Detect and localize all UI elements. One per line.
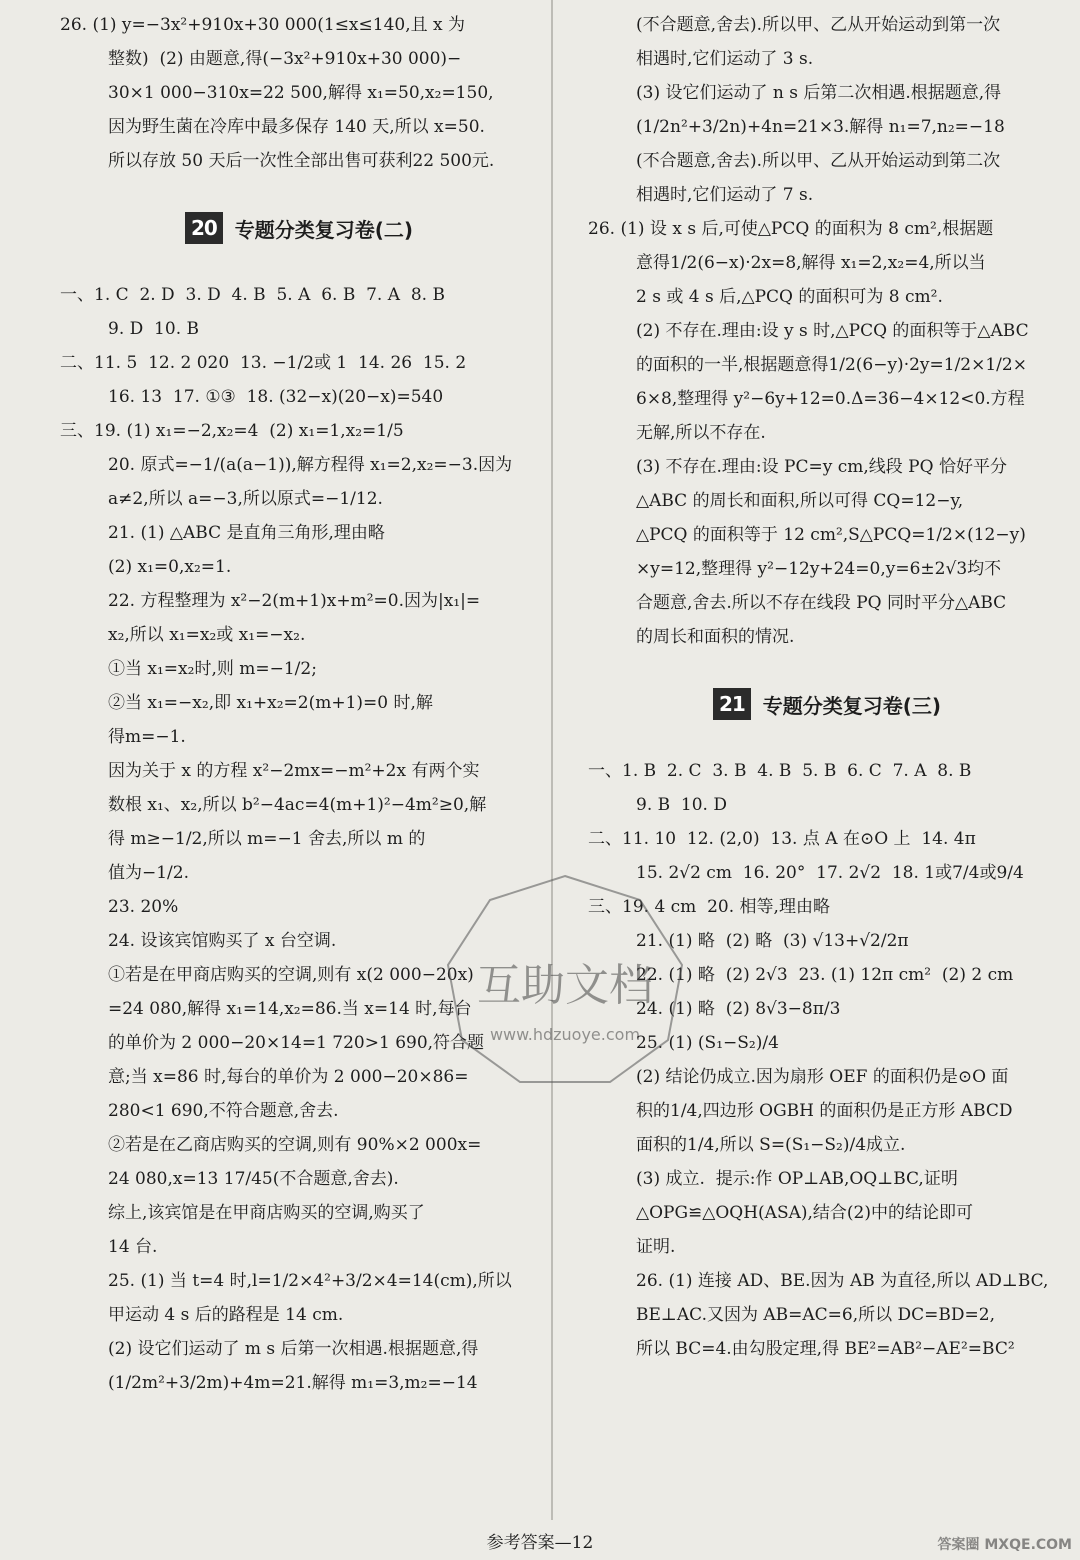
answer-line: 16. 13 17. ①③ 18. (32−x)(20−x)=540 <box>108 387 444 407</box>
answer-line: 26. (1) 连接 AD、BE.因为 AB 为直径,所以 AD⊥BC, <box>636 1271 1049 1291</box>
answer-line: 面积的1/4,所以 S=(S₁−S₂)/4成立. <box>636 1135 906 1155</box>
answer-line: (2) x₁=0,x₂=1. <box>108 557 232 577</box>
answer-line: 25. (1) (S₁−S₂)/4 <box>636 1033 779 1053</box>
section-title <box>588 684 1066 724</box>
answer-line: 26. (1) y=−3x²+910x+30 000(1≤x≤140,且 x 为 <box>60 15 466 35</box>
answer-line: 9. B 10. D <box>636 795 727 815</box>
answer-line: 相遇时,它们运动了 3 s. <box>636 49 814 69</box>
answer-line: (不合题意,舍去).所以甲、乙从开始运动到第二次 <box>636 151 1001 171</box>
column-divider <box>551 0 553 1520</box>
answer-line: 一、1. C 2. D 3. D 4. B 5. A 6. B 7. A 8. B <box>60 285 445 305</box>
answer-line: 数根 x₁、x₂,所以 b²−4ac=4(m+1)²−4m²≥0,解 <box>108 795 487 815</box>
answer-line: 无解,所以不存在. <box>636 423 766 443</box>
answer-line: ①当 x₁=x₂时,则 m=−1/2; <box>108 659 317 679</box>
answer-line: 积的1/4,四边形 OGBH 的面积仍是正方形 ABCD <box>636 1101 1013 1121</box>
answer-line: 证明. <box>636 1237 676 1257</box>
watermark-url: www.hdzuoye.com <box>489 1025 641 1044</box>
left-column <box>60 8 538 1400</box>
answer-line: 21. (1) 略 (2) 略 (3) √13+√2/2π <box>636 931 909 951</box>
answer-line: 280<1 690,不符合题意,舍去. <box>108 1101 339 1121</box>
answer-line: 所以存放 50 天后一次性全部出售可获利22 500元. <box>108 151 495 171</box>
answer-line: 三、19. 4 cm 20. 相等,理由略 <box>588 897 830 917</box>
watermark-text: 互助文档 <box>477 960 653 1011</box>
answer-line: (3) 成立. 提示:作 OP⊥AB,OQ⊥BC,证明 <box>636 1169 958 1189</box>
answer-line: 意;当 x=86 时,每台的单价为 2 000−20×86= <box>108 1067 469 1087</box>
answer-line: =24 080,解得 x₁=14,x₂=86.当 x=14 时,每台 <box>108 999 472 1019</box>
right-column <box>588 8 1066 1366</box>
answer-line: 得 m≥−1/2,所以 m=−1 舍去,所以 m 的 <box>108 829 426 849</box>
section-number-badge: 21 <box>713 688 751 720</box>
answer-line: 20. 原式=−1/(a(a−1)),解方程得 x₁=2,x₂=−3.因为 <box>108 455 513 475</box>
answer-line: 综上,该宾馆是在甲商店购买的空调,购买了 <box>108 1203 425 1223</box>
answer-line: 15. 2√2 cm 16. 20° 17. 2√2 18. 1或7/4或9/4 <box>636 863 1024 883</box>
corner-logo-text: 答案圈 MXQE.COM <box>937 1537 1072 1553</box>
answer-line: 25. (1) 当 t=4 时,l=1/2×4²+3/2×4=14(cm),所以 <box>108 1271 512 1291</box>
answer-line: 一、1. B 2. C 3. B 4. B 5. B 6. C 7. A 8. B <box>588 761 972 781</box>
answer-line: △PCQ 的面积等于 12 cm²,S△PCQ=1/2×(12−y) <box>636 525 1026 545</box>
answer-line: (2) 设它们运动了 m s 后第一次相遇.根据题意,得 <box>108 1339 479 1359</box>
answer-line: 6×8,整理得 y²−6y+12=0.Δ=36−4×12<0.方程 <box>636 389 1025 409</box>
answer-line: (3) 不存在.理由:设 PC=y cm,线段 PQ 恰好平分 <box>636 457 1007 477</box>
answer-line: a≠2,所以 a=−3,所以原式=−1/12. <box>108 489 383 509</box>
answer-line: 所以 BC=4.由勾股定理,得 BE²=AB²−AE²=BC² <box>636 1339 1015 1359</box>
answer-line: 24. (1) 略 (2) 8√3−8π/3 <box>636 999 841 1019</box>
answer-line: △OPG≌△OQH(ASA),结合(2)中的结论即可 <box>636 1203 973 1223</box>
answer-line: 14 台. <box>108 1237 158 1257</box>
answer-line: x₂,所以 x₁=x₂或 x₁=−x₂. <box>108 625 306 645</box>
answer-line: 二、11. 5 12. 2 020 13. −1/2或 1 14. 26 15. 2 <box>60 353 467 373</box>
answer-line: 甲运动 4 s 后的路程是 14 cm. <box>108 1305 344 1325</box>
answer-line: (1/2n²+3/2n)+4n=21×3.解得 n₁=7,n₂=−18 <box>636 117 1005 137</box>
section-title <box>60 208 538 248</box>
answer-line: 21. (1) △ABC 是直角三角形,理由略 <box>108 523 385 543</box>
answer-line: 24 080,x=13 17/45(不合题意,舍去). <box>108 1169 399 1189</box>
answer-line: 的单价为 2 000−20×14=1 720>1 690,符合题 <box>108 1033 485 1053</box>
answer-line: ②当 x₁=−x₂,即 x₁+x₂=2(m+1)=0 时,解 <box>108 693 433 713</box>
answer-line: 30×1 000−310x=22 500,解得 x₁=50,x₂=150, <box>108 83 494 103</box>
answer-line: ②若是在乙商店购买的空调,则有 90%×2 000x= <box>108 1135 482 1155</box>
section-title-text: 专题分类复习卷(三) <box>762 693 942 718</box>
answer-line: ①若是在甲商店购买的空调,则有 x(2 000−20x) <box>108 965 474 985</box>
answer-line: 得m=−1. <box>108 727 186 747</box>
answer-line: 三、19. (1) x₁=−2,x₂=4 (2) x₁=1,x₂=1/5 <box>60 421 404 441</box>
answer-line: ×y=12,整理得 y²−12y+24=0,y=6±2√3均不 <box>636 559 1002 579</box>
answer-line: 意得1/2(6−x)·2x=8,解得 x₁=2,x₂=4,所以当 <box>636 253 986 273</box>
section-number-badge: 20 <box>185 212 223 244</box>
answer-line: 2 s 或 4 s 后,△PCQ 的面积可为 8 cm². <box>636 287 943 307</box>
answer-line: 的周长和面积的情况. <box>636 627 795 647</box>
answer-line: 相遇时,它们运动了 7 s. <box>636 185 814 205</box>
answer-line: 22. 方程整理为 x²−2(m+1)x+m²=0.因为|x₁|= <box>108 591 481 611</box>
answer-line: 9. D 10. B <box>108 319 199 339</box>
answer-line: 22. (1) 略 (2) 2√3 23. (1) 12π cm² (2) 2 cm <box>636 965 1014 985</box>
answer-line: 24. 设该宾馆购买了 x 台空调. <box>108 931 337 951</box>
answer-line: (1/2m²+3/2m)+4m=21.解得 m₁=3,m₂=−14 <box>108 1373 478 1393</box>
answer-line: 因为野生菌在冷库中最多保存 140 天,所以 x=50. <box>108 117 485 137</box>
answer-line: (2) 结论仍成立.因为扇形 OEF 的面积仍是⊙O 面 <box>636 1067 1009 1087</box>
answer-line: (2) 不存在.理由:设 y s 时,△PCQ 的面积等于△ABC <box>636 321 1029 341</box>
answer-line: 26. (1) 设 x s 后,可使△PCQ 的面积为 8 cm²,根据题 <box>588 219 994 239</box>
answer-line: BE⊥AC.又因为 AB=AC=6,所以 DC=BD=2, <box>636 1305 996 1325</box>
answer-line: 值为−1/2. <box>108 863 190 883</box>
page-footer: 参考答案—12 <box>486 1533 594 1553</box>
answer-line: 的面积的一半,根据题意得1/2(6−y)·2y=1/2×1/2× <box>636 355 1027 375</box>
section-title-text: 专题分类复习卷(二) <box>234 217 414 242</box>
answer-line: 二、11. 10 12. (2,0) 13. 点 A 在⊙O 上 14. 4π <box>588 829 976 849</box>
answer-line: (不合题意,舍去).所以甲、乙从开始运动到第一次 <box>636 15 1001 35</box>
answer-line: (3) 设它们运动了 n s 后第二次相遇.根据题意,得 <box>636 83 1002 103</box>
answer-line: 23. 20% <box>108 897 179 917</box>
answer-line: 因为关于 x 的方程 x²−2mx=−m²+2x 有两个实 <box>108 761 480 781</box>
answer-line: 整数) (2) 由题意,得(−3x²+910x+30 000)− <box>108 49 462 69</box>
answer-line: △ABC 的周长和面积,所以可得 CQ=12−y, <box>636 491 964 511</box>
answer-line: 合题意,舍去.所以不存在线段 PQ 同时平分△ABC <box>636 593 1007 613</box>
